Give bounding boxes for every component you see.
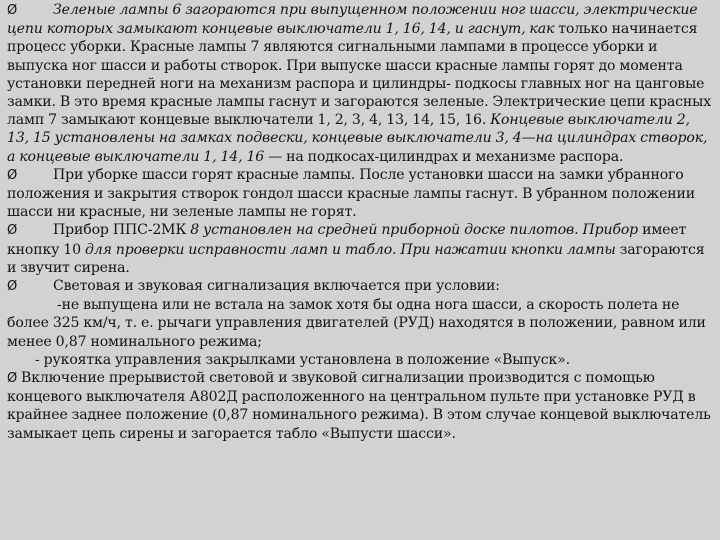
p3-text-b: 8 установлен на средней приборной доске пилотов. Прибор	[190, 222, 639, 239]
paragraph-green-lamps	[7, 1, 714, 166]
paragraph-conditions-head	[7, 277, 714, 296]
bullet-arrow-icon: Ø	[7, 3, 18, 18]
p5-text: Включение прерывистой световой и звуковой сигнализации производится с помощью концевого выключателя А802Д расположенного на центральном пульте при установке РУД в крайнее заднее положение (0,87 номинального режима). В этом случае концевой выключатель замыкает цепь сирены и загорается табло «Выпусти шасси».	[7, 370, 711, 442]
p2-text: При уборке шасси горят красные лампы. После установки шасси на замки убранного положения и закрытия створок гондол шасси красные лампы гаснут. В убранном положении шасси ни красные, ни зеленые лампы не горят.	[7, 166, 696, 221]
paragraph-intermittent	[7, 369, 714, 443]
p4-head: Световая и звуковая сигнализация включается при условии:	[53, 278, 500, 295]
paragraph-pps-device	[7, 221, 714, 277]
p1-text-b: только начинается процесс уборки. Красные лампы 7 являются сигнальными лампами в процессе уборки и выпуска ног шасси и работы створок. При выпуске шасси красные лампы горят до момента установки передней ноги на механизм распора и цилиндры- подкосы главных ног на цанговые замки. В это время красные лампы гаснут и загораются зеленые. Электрические цепи красных ламп 7 замыкают концевые выключатели 1, 2, 3, 4, 13, 14, 15, 16.	[7, 21, 711, 129]
bullet-arrow-icon: Ø	[7, 223, 18, 239]
p1-text-d: на подкосах-цилиндрах и механизме распора.	[282, 148, 624, 165]
p3-text-e: загораются и звучит сирена.	[7, 241, 705, 276]
bullet-arrow-icon: Ø	[7, 167, 18, 183]
bullet-arrow-icon: Ø	[7, 371, 18, 387]
p1-text-c: Концевые выключатели 2, 13, 15 установлены на замках подвески, концевые выключатели 3, 4—на цилиндрах створок, а концевые выключатели 1, 14, 16 —	[7, 112, 708, 165]
p4-line2: - рукоятка управления закрылками установлена в положение «Выпуск».	[35, 351, 570, 368]
paragraph-retraction	[7, 166, 714, 222]
p1-text-a: Зеленые лампы 6 загораются при выпущенном положении ног шасси, электрические цепи которых замыкают концевые выключатели 1, 16, 14, и гаснут, как	[7, 2, 698, 38]
p3-text-a: Прибор ППС-2МК	[53, 222, 191, 239]
paragraph-condition-1	[7, 296, 714, 351]
paragraph-condition-2	[7, 351, 714, 369]
p3-text-d: для проверки исправности ламп и табло. При нажатии кнопки лампы	[84, 241, 616, 258]
body-text	[7, 1, 714, 443]
p3-text-c: имеет кнопку 10	[7, 222, 687, 258]
p4-line1: -не выпущена или не встала на замок хотя бы одна нога шасси, а скорость полета не более 325 км/ч, т. е. рычаги управления двигателей (РУД) находятся в положении, равном или менее 0,87 номинального режима;	[7, 297, 706, 350]
bullet-arrow-icon: Ø	[7, 279, 18, 295]
